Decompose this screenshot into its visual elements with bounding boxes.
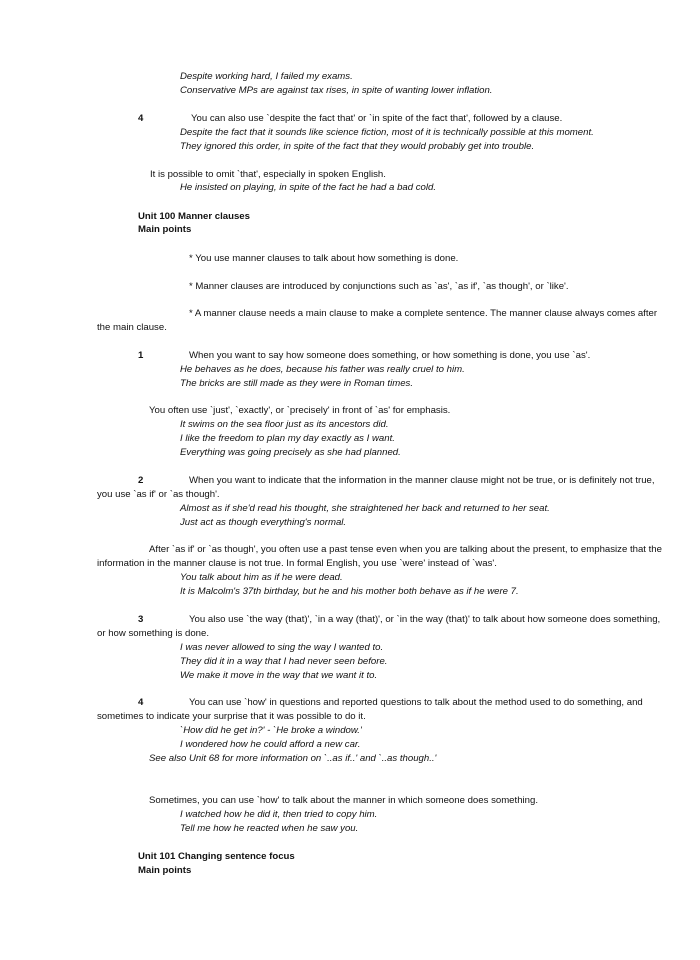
paragraph-text: You also use `the way (that)', `in a way (that)', or `in the way (that)' to talk about how someone does something, [189,614,661,625]
unit-heading: Unit 101 Changing sentence focus [138,851,295,862]
example-sentence: I watched how he did it, then tried to copy him. [180,809,378,820]
example-sentence: They did it in a way that I had never seen before. [180,656,388,667]
paragraph-text: you use `as if' or `as though'. [97,489,220,500]
paragraph-text: When you want to say how someone does something, or how something is done, you use `as'. [189,350,591,361]
main-point: * A manner clause needs a main clause to make a complete sentence. The manner clause always comes after [189,308,658,319]
paragraph-text: information in the manner clause is not true. In formal English, you use `were' instead of `was'. [97,558,497,569]
paragraph-text: or how something is done. [97,628,209,639]
example-sentence: Conservative MPs are against tax rises, in spite of wanting lower inflation. [180,85,493,96]
example-sentence: He behaves as he does, because his father was really cruel to him. [180,364,465,375]
main-points-heading: Main points [138,224,192,235]
example-sentence: Despite working hard, I failed my exams. [180,71,353,82]
paragraph-text: Sometimes, you can use `how' to talk about the manner in which someone does something. [149,795,538,806]
main-point: * You use manner clauses to talk about how something is done. [189,253,459,264]
section-number: 2 [138,475,144,486]
main-point: * Manner clauses are introduced by conjunctions such as `as', `as if', `as though', or `like'. [189,281,569,292]
example-sentence: Just act as though everything's normal. [180,517,347,528]
paragraph-text: It is possible to omit `that', especially in spoken English. [150,169,386,180]
paragraph-text: sometimes to indicate your surprise that it was possible to do it. [97,711,366,722]
example-sentence: It is Malcolm's 37th birthday, but he and his mother both behave as if he were 7. [180,586,519,597]
section-number: 4 [138,697,144,708]
example-sentence: You talk about him as if he were dead. [180,572,343,583]
example-sentence: The bricks are still made as they were in Roman times. [180,378,413,389]
unit-heading: Unit 100 Manner clauses [138,211,250,222]
paragraph-text: You often use `just', `exactly', or `precisely' in front of `as' for emphasis. [149,405,451,416]
main-points-heading: Main points [138,865,192,876]
example-sentence: He insisted on playing, in spite of the fact he had a bad cold. [180,182,437,193]
example-sentence: I wondered how he could afford a new car. [180,739,361,750]
example-sentence: It swims on the sea floor just as its ancestors did. [180,419,389,430]
example-sentence: Tell me how he reacted when he saw you. [180,823,359,834]
example-sentence: Despite the fact that it sounds like science fiction, most of it is technically possible at this moment. [180,127,594,138]
example-sentence: I like the freedom to plan my day exactly as I want. [180,433,395,444]
paragraph-text: You can use `how' in questions and reported questions to talk about the method used to do something, and [189,697,643,708]
paragraph-text: When you want to indicate that the information in the manner clause might not be true, or is definitely not true, [189,475,655,486]
example-sentence: `How did he get in?' - `He broke a window.' [180,725,362,736]
example-sentence: I was never allowed to sing the way I wanted to. [180,642,384,653]
section-number: 1 [138,350,144,361]
example-sentence: Everything was going precisely as she had planned. [180,447,401,458]
example-sentence: They ignored this order, in spite of the fact that they would probably get into trouble. [180,141,535,152]
paragraph-text: You can also use `despite the fact that' or `in spite of the fact that', followed by a clause. [191,113,563,124]
main-point: the main clause. [97,322,167,333]
section-number: 4 [138,113,144,124]
example-sentence: We make it move in the way that we want it to. [180,670,378,681]
paragraph-text: After `as if' or `as though', you often use a past tense even when you are talking about the present, to emphasize that the [149,544,662,555]
example-sentence: Almost as if she'd read his thought, she straightened her back and returned to her seat. [180,503,550,514]
section-number: 3 [138,614,144,625]
cross-reference: See also Unit 68 for more information on `..as if..' and `..as though..' [149,753,437,764]
